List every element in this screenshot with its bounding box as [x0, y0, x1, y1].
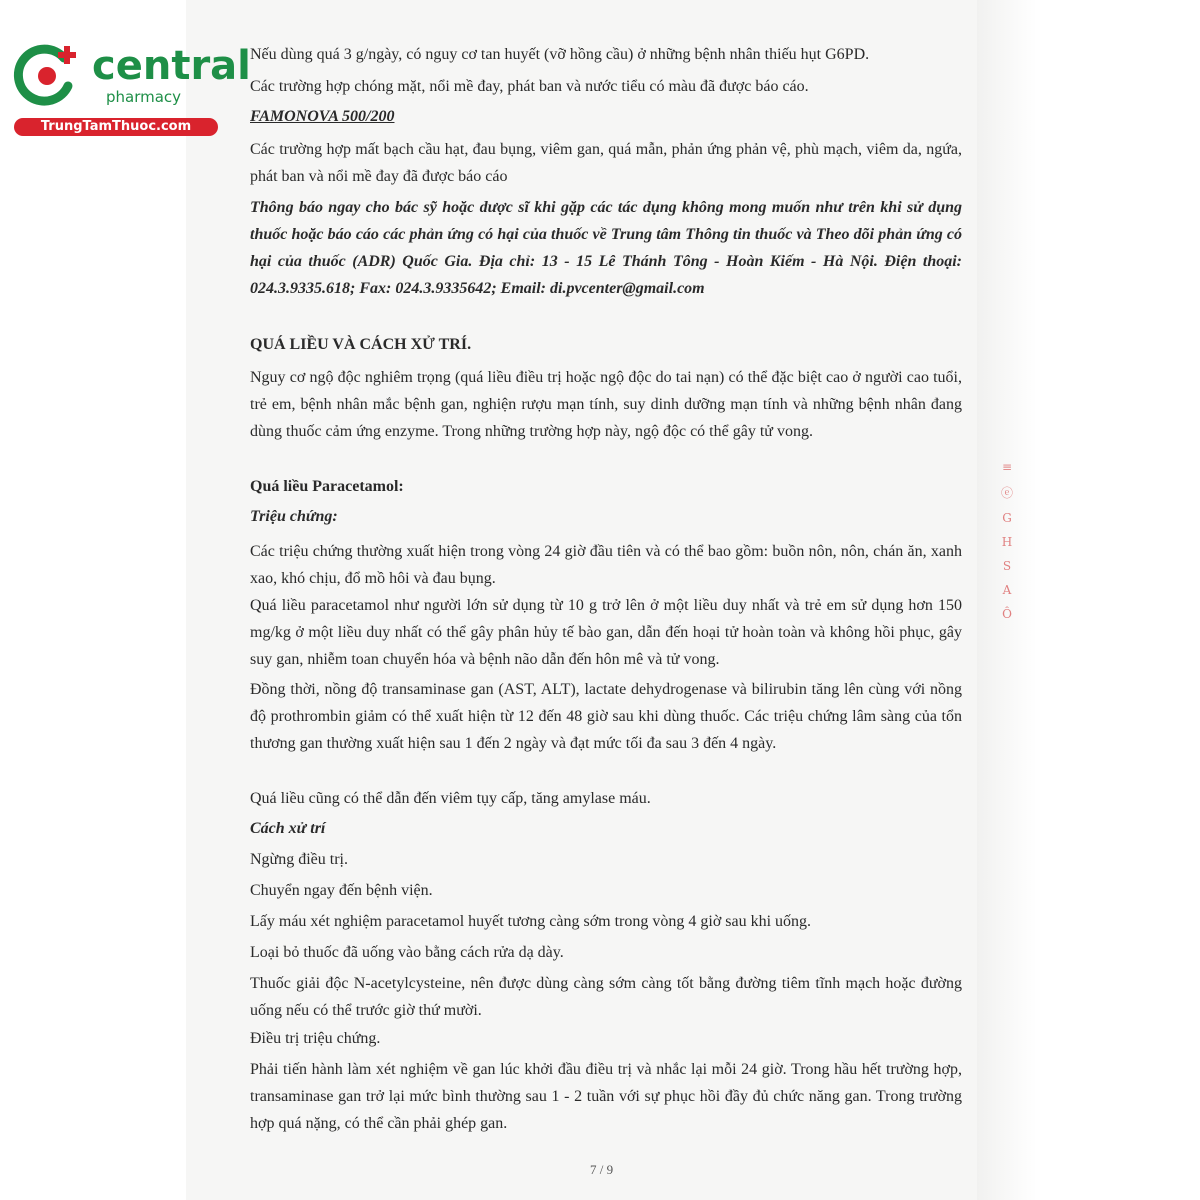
famonova-paragraph: Các trường hợp mất bạch cầu hạt, đau bụng, viêm gan, quá mẫn, phản ứng phản vệ, phù mạch, viêm da, ngứa, phát ban và nổi mề đay đã được báo cáo	[250, 141, 962, 185]
logo-sub: pharmacy	[106, 88, 182, 106]
treatment-symptomatic: Điều trị triệu chứng.	[250, 1030, 381, 1047]
logo-c-icon	[12, 40, 82, 110]
overdose-risk-paragraph: Nguy cơ ngộ độc nghiêm trọng (quá liều điều trị hoặc ngộ độc do tai nạn) có thể đặc biệt cao ở người cao tuổi, trẻ em, bệnh nhân mắc bệnh gan, nghiện rượu mạn tính, suy dinh dưỡng mạn tính và những bệnh nhân đang dùng thuốc cảm ứng enzyme. Trong những trường hợp này, ngộ độc có thể gây tử vong.	[250, 369, 962, 440]
liver-test-paragraph: Phải tiến hành làm xét nghiệm về gan lúc khởi đầu điều trị và nhắc lại mỗi 24 giờ. Trong hầu hết trường hợp, transaminase gan trở lại mức bình thường sau 1 - 2 tuần với sự phục hồi đầy đủ chức năng gan. Trong trường hợp quá nặng, có thể cần phải ghép gan.	[250, 1061, 962, 1132]
famonova-heading: FAMONOVA 500/200	[250, 108, 395, 125]
line-g6pd: Nếu dùng quá 3 g/ngày, có nguy cơ tan huyết (vỡ hồng cầu) ở những bệnh nhân thiếu hụt G6PD.	[250, 46, 870, 63]
pancreatitis-line: Quá liều cũng có thể dẫn đến viêm tụy cấp, tăng amylase máu.	[250, 790, 651, 807]
treatment-heading: Cách xử trí	[250, 820, 326, 837]
hepatotoxicity-paragraph: Quá liều paracetamol như người lớn sử dụng từ 10 g trở lên ở một liều duy nhất và trẻ em sử dụng hơn 150 mg/kg ở một liều duy nhất có thể gây phân hủy tế bào gan, dẫn đến hoại tử hoàn toàn và không hồi phục, gây suy gan, nhiễm toan chuyển hóa và bệnh não dẫn đến hôn mê và tử vong.	[250, 597, 962, 668]
antidote-paragraph: Thuốc giải độc N-acetylcysteine, nên được dùng càng sớm càng tốt bằng đường tiêm tĩnh mạch hoặc đường uống nếu có thể trước giờ thứ mười.	[250, 975, 962, 1019]
overdose-heading: QUÁ LIỀU VÀ CÁCH XỬ TRÍ.	[250, 336, 472, 353]
logo-brand: central	[92, 43, 251, 89]
adr-notice: Thông báo ngay cho bác sỹ hoặc dược sĩ khi gặp các tác dụng không mong muốn như trên khi sử dụng thuốc hoặc báo cáo các phản ứng có hại của thuốc về Trung tâm Thông tin thuốc và Theo dõi phản ứng có hại của thuốc (ADR) Quốc Gia. Địa chỉ: 13 - 15 Lê Thánh Tông - Hoàn Kiếm - Hà Nội. Điện thoại: 024.3.9335.618; Fax: 024.3.9335642; Email: di.pvcenter@gmail.com	[250, 199, 962, 297]
page-number: 7 / 9	[590, 1162, 614, 1177]
transaminase-paragraph: Đồng thời, nồng độ transaminase gan (AST, ALT), lactate dehydrogenase và bilirubin tăng lên cùng với nồng độ prothrombin giảm có thể xuất hiện từ 12 đến 48 giờ sau khi dùng thuốc. Các triệu chứng lâm sàng của tổn thương gan thường xuất hiện sau 1 đến 2 ngày và đạt mức tối đa sau 3 đến 4 ngày.	[250, 681, 962, 752]
central-pharmacy-logo[interactable]	[10, 36, 251, 136]
line-dizziness: Các trường hợp chóng mặt, nổi mề đay, phát ban và nước tiểu có màu đã được báo cáo.	[250, 78, 809, 95]
symptoms-heading: Triệu chứng:	[250, 508, 338, 525]
side-stamp: ≡ ⓔ G H S A Ô	[1000, 460, 1013, 621]
treatment-blood-test: Lấy máu xét nghiệm paracetamol huyết tương càng sớm trong vòng 4 giờ sau khi uống.	[250, 913, 812, 930]
treatment-hospital: Chuyển ngay đến bệnh viện.	[250, 882, 433, 899]
logo-site: TrungTamThuoc.com	[14, 118, 218, 136]
treatment-gastric-lavage: Loại bỏ thuốc đã uống vào bằng cách rửa dạ dày.	[250, 944, 564, 961]
treatment-stop: Ngừng điều trị.	[250, 851, 348, 868]
paracetamol-overdose-heading: Quá liều Paracetamol:	[250, 478, 404, 495]
symptoms-paragraph: Các triệu chứng thường xuất hiện trong vòng 24 giờ đầu tiên và có thể bao gồm: buồn nôn, nôn, chán ăn, xanh xao, khó chịu, đổ mồ hôi và đau bụng.	[250, 543, 962, 587]
